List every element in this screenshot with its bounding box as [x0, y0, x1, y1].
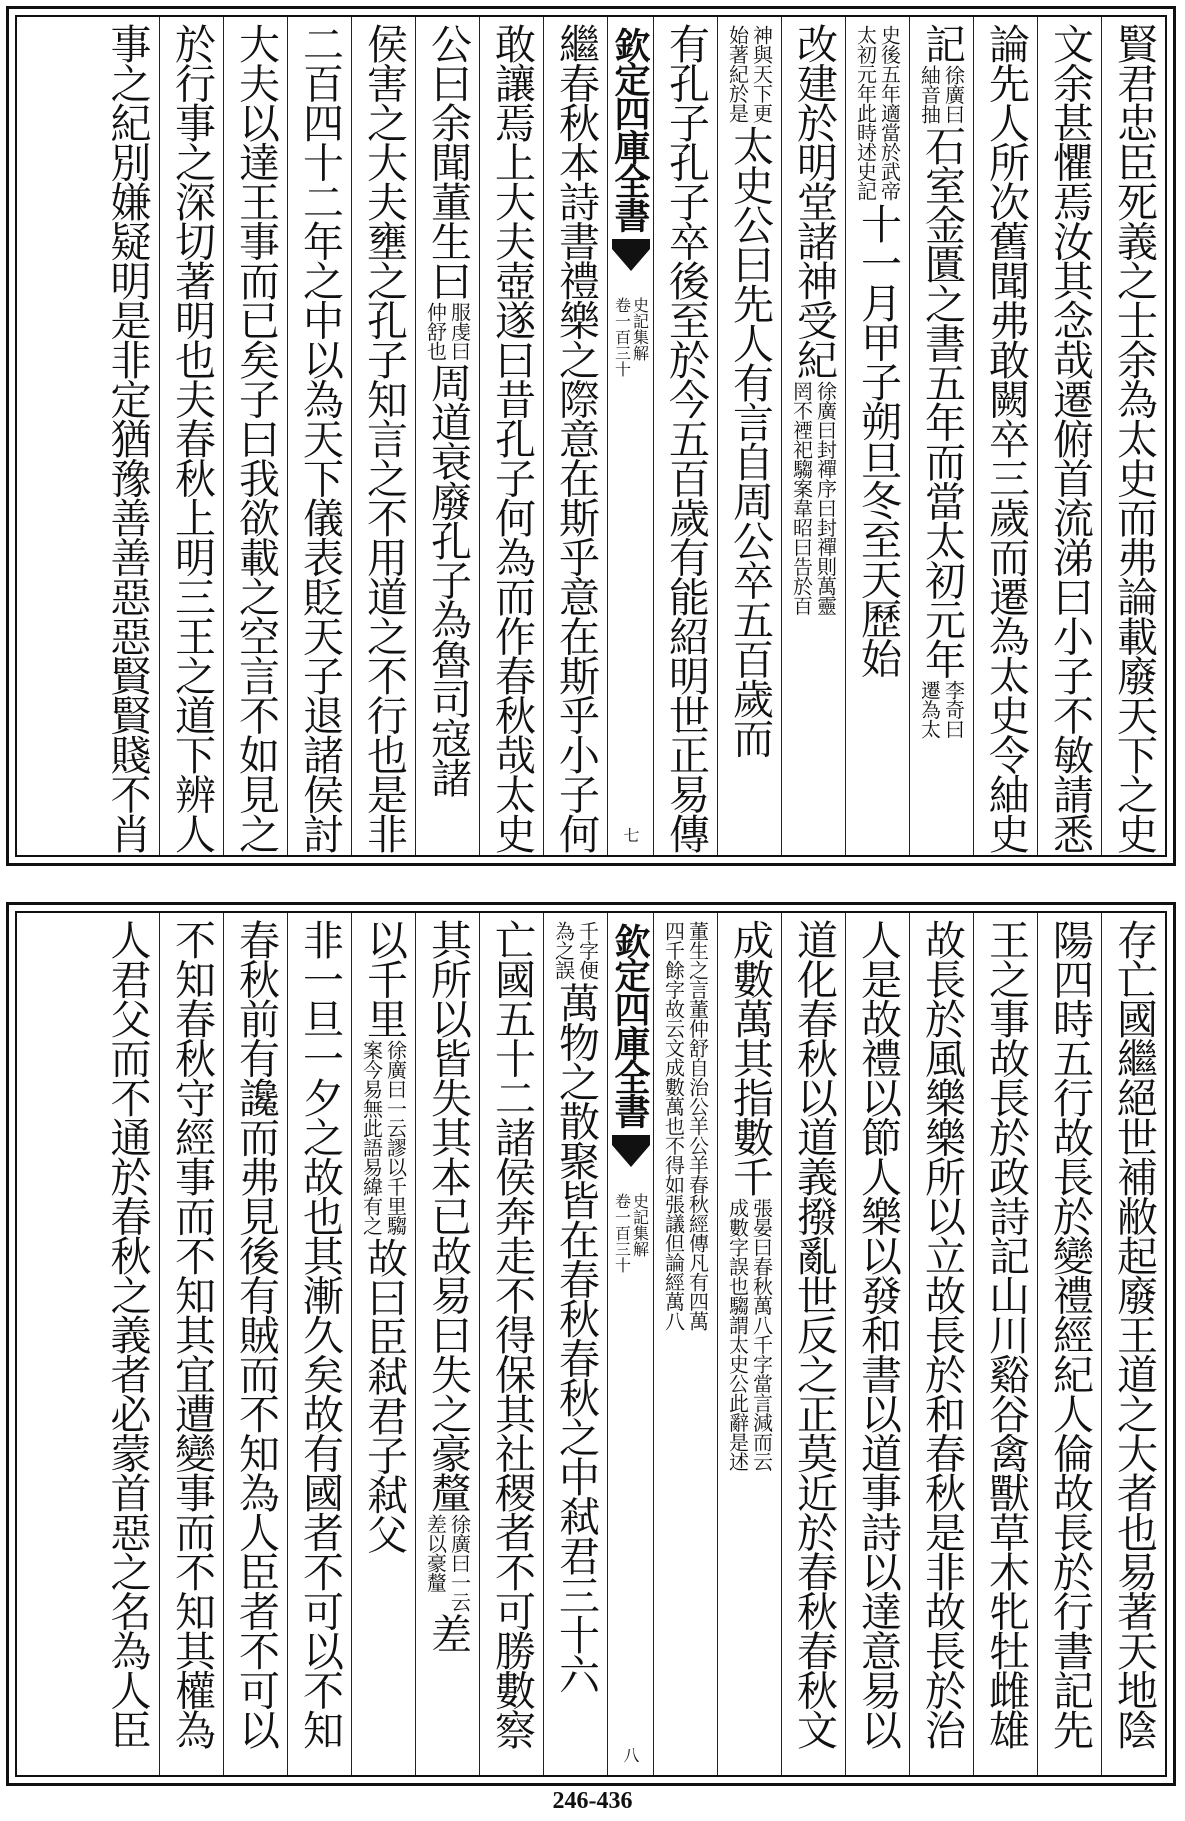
main-text: 有孔子孔子卒後至於今五百歲有能紹明世正易傳	[662, 23, 710, 853]
main-text: 萬物之散聚皆在春秋春秋之中弒君三十六	[552, 981, 600, 1693]
text-column	[95, 17, 159, 855]
annotated-column	[415, 17, 479, 855]
main-text: 二百四十二年之中以為天下儀表貶天子退諸侯討	[296, 23, 344, 853]
commentary-note	[917, 64, 966, 124]
text-column	[287, 913, 351, 1775]
main-text: 於行事之深切著明也夫春秋上明三王之道下辨人	[168, 23, 216, 853]
fold-title: 欽定四庫全書	[609, 27, 651, 231]
annotated-column	[717, 913, 781, 1775]
center-fold	[607, 17, 653, 855]
fishtail-mark	[612, 239, 650, 279]
text-column	[973, 17, 1037, 855]
center-fold	[607, 913, 653, 1775]
text-column	[909, 913, 973, 1775]
commentary-line: 始著紀於是	[725, 25, 750, 123]
fold-leaf-number: 八	[621, 1747, 640, 1763]
commentary-note	[661, 921, 710, 1331]
fishtail-mark	[612, 1135, 650, 1175]
main-text: 周道衰廢孔子為魯司寇諸	[424, 362, 472, 797]
main-text: 成數萬其指數千	[726, 919, 774, 1196]
main-text: 春秋前有讒而弗見後有賊而不知為人臣者不可以	[232, 919, 280, 1749]
text-column	[95, 913, 159, 1775]
commentary-line: 仲舒也	[423, 301, 448, 360]
commentary-note	[551, 921, 600, 980]
text-column	[159, 913, 223, 1775]
commentary-note	[853, 25, 902, 201]
annotated-column	[909, 17, 973, 855]
fold-title: 欽定四庫全書	[609, 923, 651, 1127]
fold-info	[614, 297, 648, 377]
annotated-column	[415, 913, 479, 1775]
main-text: 陽四時五行故長於變禮經紀人倫故長於行書記先	[1046, 919, 1094, 1749]
commentary-line: 張晏曰春秋萬八千字當言減而云	[749, 1197, 774, 1471]
main-text: 文余甚懼焉汝其念哉遷俯首流涕曰小子不敏請悉	[1046, 23, 1094, 853]
fold-info	[614, 1193, 648, 1273]
commentary-line: 李奇曰	[941, 680, 966, 739]
annotated-column	[717, 17, 781, 855]
main-text: 改建於明堂諸神受紀	[790, 23, 838, 379]
text-column	[543, 17, 607, 855]
commentary-note	[423, 1513, 472, 1612]
upper-page-frame	[15, 15, 1167, 857]
main-text: 賢君忠臣死義之士余為太史而弗論載廢天下之史	[1110, 23, 1158, 853]
main-text: 存亡國繼絕世補敝起廢王道之大者也易著天地陰	[1110, 919, 1158, 1749]
text-column	[351, 17, 415, 855]
commentary-line: 罔不禋祀騶案韋昭曰告於百	[789, 380, 814, 615]
annotated-column	[543, 913, 607, 1775]
main-text: 故長於風樂樂所以立故長於和春秋是非故長於治	[918, 919, 966, 1749]
commentary-line: 史後五年適當於武帝	[877, 25, 902, 201]
lower-page-frame	[15, 911, 1167, 1777]
commentary-line: 徐廣曰一云謬以千里騶	[383, 1039, 408, 1235]
fold-book: 史記集解	[630, 297, 650, 361]
main-text: 道化春秋以道義撥亂世反之正莫近於春秋春秋文	[790, 919, 838, 1749]
commentary-line: 徐廣曰封禪序曰封禪則萬靈	[813, 380, 838, 615]
text-column	[845, 913, 909, 1775]
commentary-line: 董生之言董仲舒自治公羊公羊春秋經傳凡有四萬	[685, 921, 710, 1331]
main-text: 王之事故長於政詩記山川谿谷禽獸草木牝牡雌雄	[982, 919, 1030, 1749]
main-text: 人是故禮以節人樂以發和書以道事詩以達意易以	[854, 919, 902, 1749]
commentary-note	[789, 380, 838, 615]
text-column	[159, 17, 223, 855]
commentary-line: 徐廣曰	[941, 64, 966, 123]
commentary-line: 徐廣曰一云	[447, 1513, 472, 1611]
annotated-column	[653, 913, 717, 1775]
commentary-note	[423, 301, 472, 361]
commentary-line: 遷為太	[917, 680, 942, 739]
text-column	[781, 913, 845, 1775]
text-column	[287, 17, 351, 855]
main-text: 繼春秋本詩書禮樂之際意在斯乎意在斯乎小子何	[552, 23, 600, 853]
text-column	[1101, 17, 1165, 855]
text-column	[973, 913, 1037, 1775]
main-text: 以千里	[360, 919, 408, 1038]
commentary-note	[725, 25, 774, 123]
main-text: 十一月甲子朔旦冬至天歷始	[854, 202, 902, 677]
main-text: 公曰余聞董生曰	[424, 23, 472, 300]
text-column	[1037, 17, 1101, 855]
main-text: 故曰臣弒君子弒父	[360, 1236, 408, 1553]
commentary-line: 成數字誤也騶謂太史公此辭是述	[725, 1197, 750, 1471]
commentary-note	[359, 1039, 408, 1235]
fold-volume: 卷一百三十	[612, 297, 632, 377]
main-text: 人君父而不通於春秋之義者必蒙首惡之名為人臣	[103, 919, 152, 1749]
text-column	[223, 913, 287, 1775]
main-text: 亡國五十二諸侯奔走不得保其社稷者不可勝數察	[488, 919, 536, 1749]
commentary-line: 案今易無此語易緯有之	[359, 1039, 384, 1235]
fold-volume: 卷一百三十	[612, 1193, 632, 1273]
main-text: 侯害之大夫壅之孔子知言之不用道之不行也是非	[360, 23, 408, 853]
commentary-note	[917, 680, 966, 739]
main-text: 不知春秋守經事而不知其宜遭變事而不知其權為	[168, 919, 216, 1749]
text-column	[479, 17, 543, 855]
main-text: 石室金匱之書五年而當太初元年	[918, 125, 966, 678]
commentary-line: 為之誤	[551, 921, 576, 980]
main-text: 事之紀別嫌疑明是非定猶豫善善惡惡賢賢賤不肖	[103, 23, 152, 853]
commentary-line: 神與天下更	[749, 25, 774, 123]
text-column	[223, 17, 287, 855]
main-text: 敢讓焉上大夫壺遂曰昔孔子何為而作春秋哉太史	[488, 23, 536, 853]
main-text: 論先人所次舊聞弗敢闕卒三歲而遷為太史令紬史	[982, 23, 1030, 853]
page-number: 246-436	[552, 1788, 633, 1814]
main-text: 其所以皆失其本已故易曰失之豪釐	[424, 919, 472, 1512]
commentary-note	[725, 1197, 774, 1471]
annotated-column	[845, 17, 909, 855]
annotated-column	[351, 913, 415, 1775]
annotated-column	[781, 17, 845, 855]
text-column	[479, 913, 543, 1775]
upper-page	[6, 6, 1176, 866]
lower-page	[6, 902, 1176, 1786]
main-text: 非一旦一夕之故也其漸久矣故有國者不可以不知	[296, 919, 344, 1749]
commentary-line: 四千餘字故云文成數萬也不得如張議但論經萬八	[661, 921, 686, 1331]
commentary-line: 差以豪釐	[423, 1513, 448, 1592]
lower-columns	[17, 913, 1165, 1775]
fold-book: 史記集解	[630, 1193, 650, 1257]
main-text: 記	[918, 23, 966, 63]
commentary-line: 太初元年此時述史記	[853, 25, 878, 201]
commentary-line: 紬音抽	[917, 64, 942, 123]
main-text: 大夫以達王事而已矣子曰我欲載之空言不如見之	[232, 23, 280, 853]
main-text: 差	[424, 1613, 472, 1653]
text-column	[1101, 913, 1165, 1775]
text-column	[653, 17, 717, 855]
text-column	[1037, 913, 1101, 1775]
commentary-line: 服虔曰	[447, 301, 472, 360]
main-text: 太史公曰先人有言自周公卒五百歲而	[726, 124, 774, 757]
commentary-line: 千字便	[575, 921, 600, 980]
fold-leaf-number: 七	[621, 827, 640, 843]
upper-columns	[17, 17, 1165, 855]
